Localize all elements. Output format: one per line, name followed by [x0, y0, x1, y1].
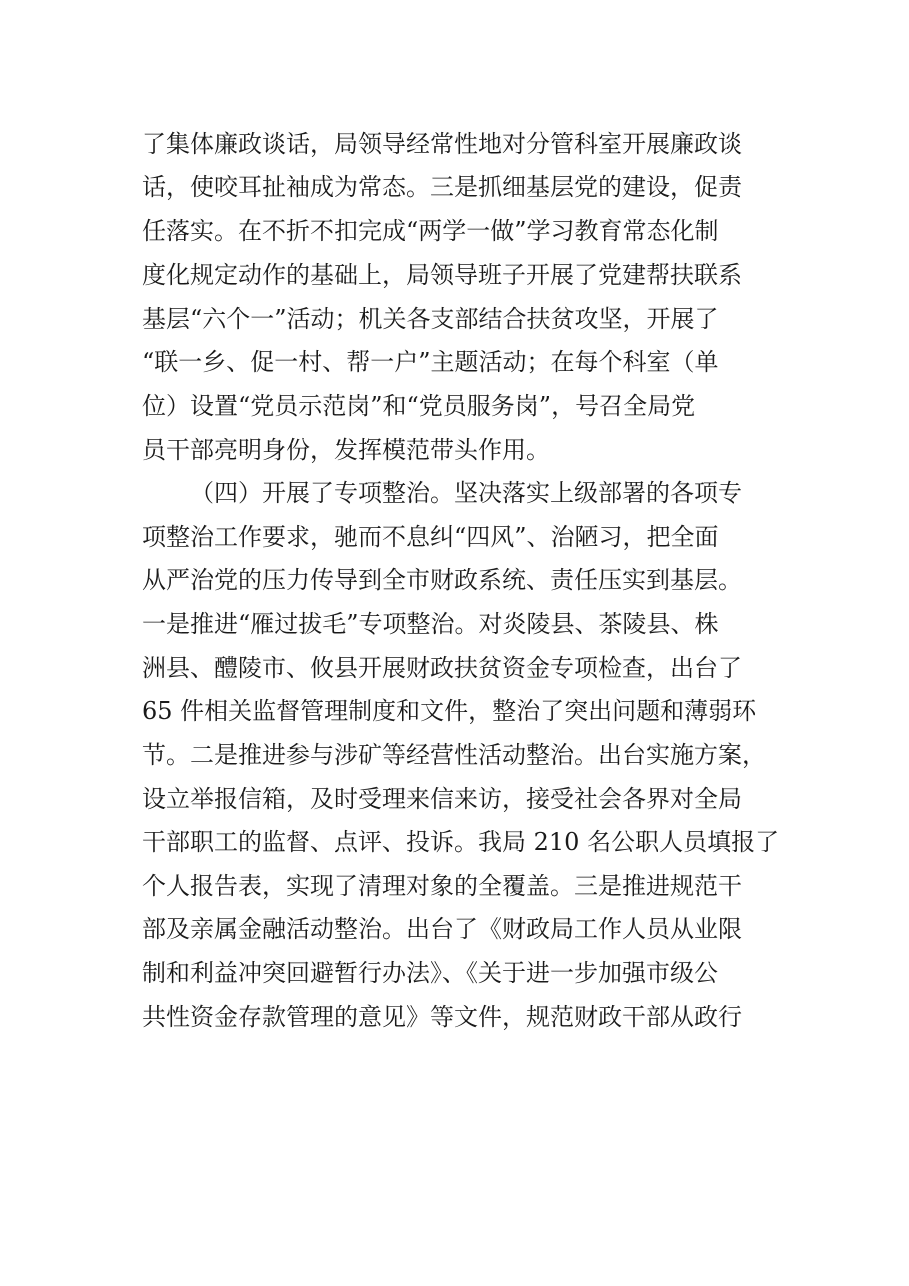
- text-line: 了集体廉政谈话，局领导经常性地对分管科室开展廉政谈: [142, 130, 742, 158]
- text-line: 基层“六个一”活动；机关各支部结合扶贫攻坚，开展了: [142, 305, 719, 333]
- section-heading-line: （四）开展了专项整治。坚决落实上级部署的各项专: [190, 479, 742, 507]
- text-line: 从严治党的压力传导到全市财政系统、责任压实到基层。: [142, 566, 742, 594]
- text-line: 项整治工作要求，驰而不息纠“四风”、治陋习，把全面: [142, 523, 719, 551]
- text-line: 员干部亮明身份，发挥模范带头作用。: [142, 436, 550, 464]
- text-line: “联一乡、促一村、帮一户”主题活动；在每个科室（单: [142, 348, 719, 376]
- text-line: 位）设置“党员示范岗”和“党员服务岗”，号召全局党: [142, 392, 696, 420]
- text-line: 话，使咬耳扯袖成为常态。三是抓细基层党的建设，促责: [142, 173, 742, 201]
- text-line: 部及亲属金融活动整治。出台了《财政局工作人员从业限: [142, 915, 742, 943]
- text-line: 个人报告表，实现了清理对象的全覆盖。三是推进规范干: [142, 872, 742, 900]
- text-line: 65 件相关监督管理制度和文件，整治了突出问题和薄弱环: [142, 697, 757, 725]
- text-line: 干部职工的监督、点评、投诉。我局 210 名公职人员填报了: [142, 828, 780, 856]
- text-line: 一是推进“雁过拔毛”专项整治。对炎陵县、茶陵县、株: [142, 610, 719, 638]
- text-line: 任落实。在不折不扣完成“两学一做”学习教育常态化制: [142, 217, 719, 245]
- text-line: 共性资金存款管理的意见》等文件，规范财政干部从政行: [142, 1003, 742, 1031]
- text-line: 节。二是推进参与涉矿等经营性活动整治。出台实施方案，: [142, 741, 766, 769]
- text-line: 度化规定动作的基础上，局领导班子开展了党建帮扶联系: [142, 261, 742, 289]
- text-line: 设立举报信箱，及时受理来信来访，接受社会各界对全局: [142, 785, 742, 813]
- text-line: 洲县、醴陵市、攸县开展财政扶贫资金专项检查，出台了: [142, 654, 742, 682]
- text-line: 制和利益冲突回避暂行办法》、《关于进一步加强市级公: [142, 959, 718, 987]
